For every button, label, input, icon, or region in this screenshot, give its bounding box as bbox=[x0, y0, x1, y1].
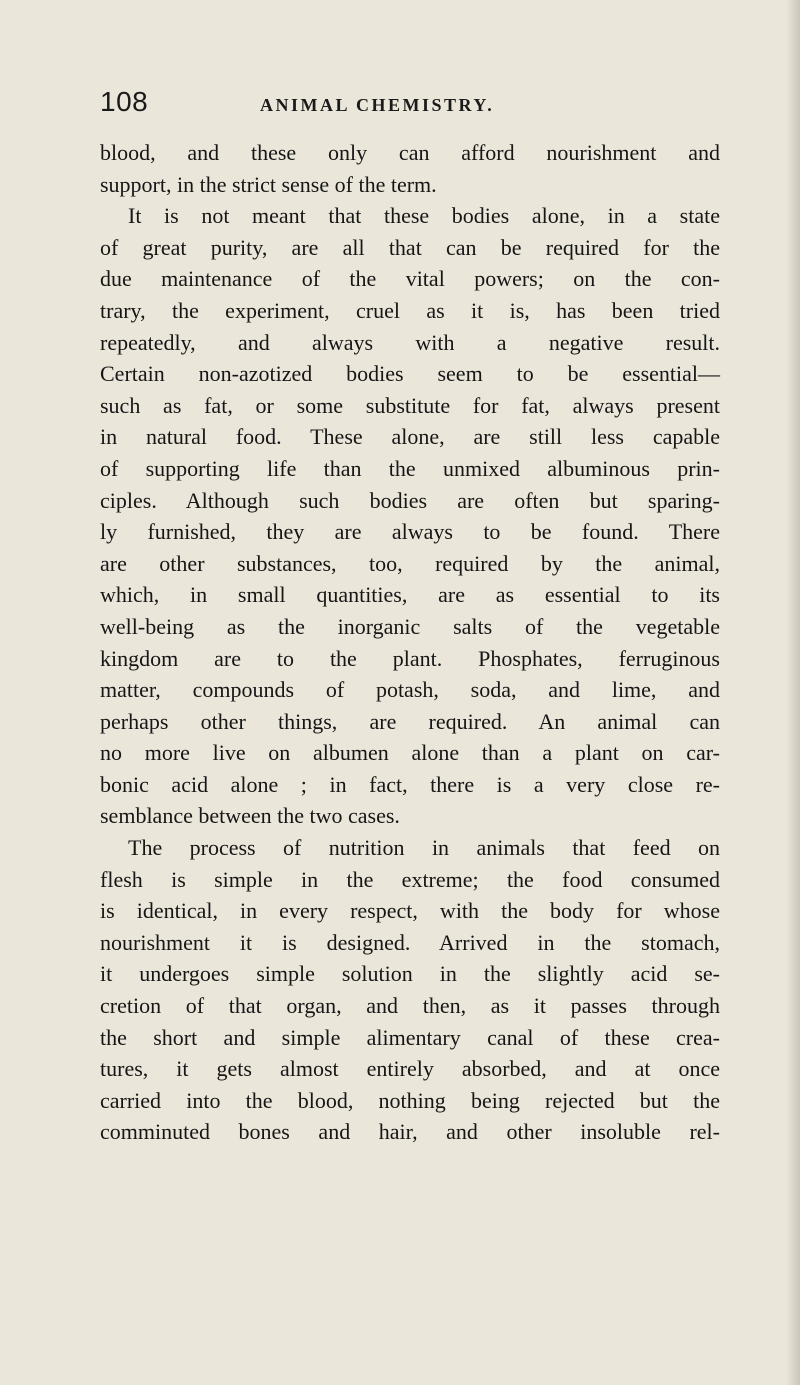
text-line: ciples. Although such bodies are often but sparing- bbox=[100, 487, 720, 513]
page-header bbox=[100, 86, 720, 126]
text-line: bonic acid alone ; in fact, there is a very close re- bbox=[100, 771, 720, 797]
text-line: blood, and these only can afford nourishment and bbox=[100, 140, 720, 165]
text-line: kingdom are to the plant. Phosphates, ferruginous bbox=[100, 645, 720, 671]
page-number: 108 bbox=[100, 86, 149, 117]
page-edge-shadow bbox=[786, 0, 800, 1385]
text-line: of great purity, are all that can be required for the bbox=[100, 234, 720, 260]
text-line: well-being as the inorganic salts of the vegetable bbox=[100, 613, 720, 639]
text-line: flesh is simple in the extreme; the food consumed bbox=[100, 866, 720, 892]
running-head: ANIMAL CHEMISTRY. bbox=[260, 95, 495, 115]
text-line: trary, the experiment, cruel as it is, has been tried bbox=[100, 297, 720, 323]
text-line: of supporting life than the unmixed albuminous prin- bbox=[100, 455, 720, 481]
text-line: no more live on albumen alone than a plant on car- bbox=[100, 740, 720, 766]
text-line: which, in small quantities, are as essential to its bbox=[100, 582, 720, 608]
text-line: perhaps other things, are required. An animal can bbox=[100, 708, 720, 734]
text-line: comminuted bones and hair, and other insoluble rel- bbox=[100, 1119, 720, 1145]
text-line: are other substances, too, required by the animal, bbox=[100, 550, 720, 576]
text-line: such as fat, or some substitute for fat, always present bbox=[100, 392, 720, 418]
text-line: tures, it gets almost entirely absorbed, and at once bbox=[100, 1056, 720, 1082]
text-line: It is not meant that these bodies alone, in a state bbox=[128, 203, 720, 229]
text-line: Certain non-azotized bodies seem to be essential— bbox=[100, 361, 720, 387]
text-line: it undergoes simple solution in the slightly acid se- bbox=[100, 961, 720, 987]
text-line: semblance between the two cases. bbox=[100, 803, 400, 829]
text-line: carried into the blood, nothing being rejected but the bbox=[100, 1087, 720, 1113]
text-line: is identical, in every respect, with the body for whose bbox=[100, 898, 720, 924]
text-line: repeatedly, and always with a negative result. bbox=[100, 329, 720, 355]
text-line: nourishment it is designed. Arrived in the stomach, bbox=[100, 929, 720, 955]
text-line: due maintenance of the vital powers; on the con- bbox=[100, 266, 720, 292]
text-line: The process of nutrition in animals that feed on bbox=[128, 835, 720, 861]
text-line: in natural food. These alone, are still less capable bbox=[100, 424, 720, 450]
text-line: ly furnished, they are always to be found. There bbox=[100, 519, 720, 545]
text-line: cretion of that organ, and then, as it passes through bbox=[100, 993, 720, 1019]
body-text bbox=[100, 137, 720, 1148]
text-line: matter, compounds of potash, soda, and lime, and bbox=[100, 677, 720, 703]
text-line: the short and simple alimentary canal of these crea- bbox=[100, 1024, 720, 1050]
text-line: support, in the strict sense of the term. bbox=[100, 171, 437, 197]
